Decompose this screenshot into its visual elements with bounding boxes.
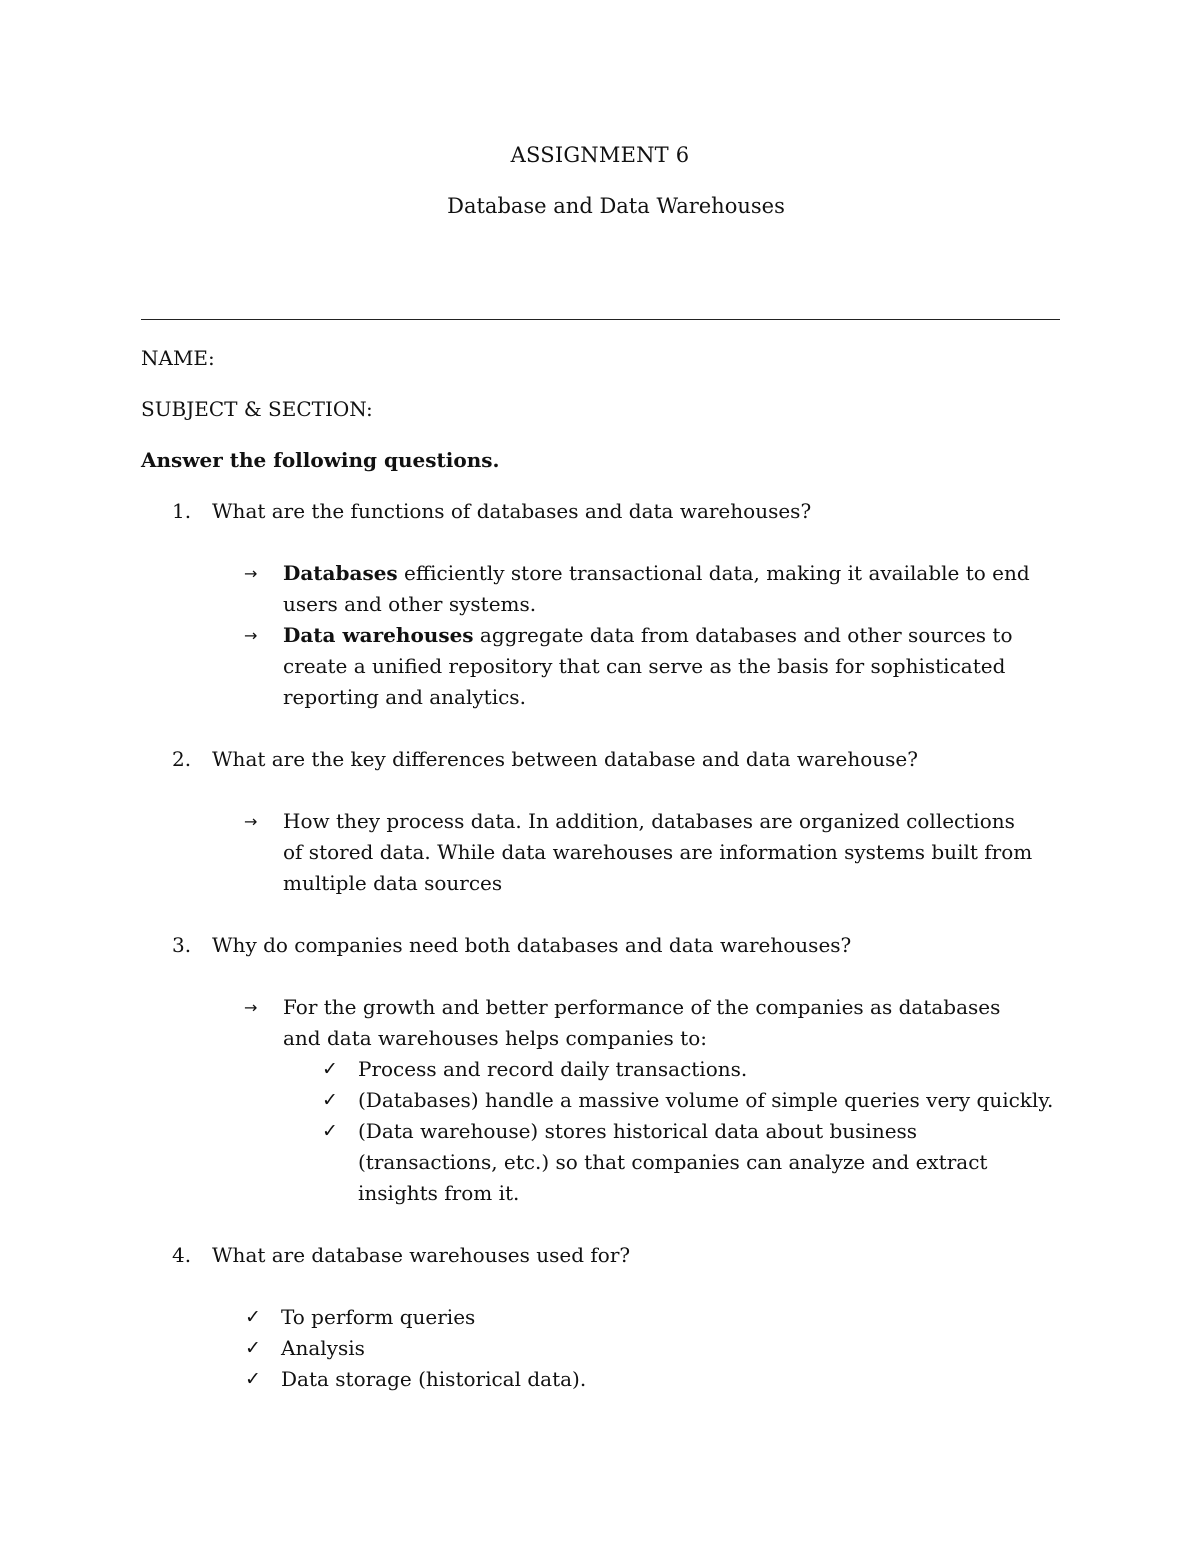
- answer-3-check-2: [322, 1085, 1062, 1116]
- instruction-heading: Answer the following questions.: [141, 448, 500, 472]
- check-text: To perform queries: [281, 1305, 476, 1329]
- answer-4-check-3: [245, 1364, 985, 1395]
- answer-text: aggregate data from databases and other sources to create a unified repository that can serve as the basis for sophisticated reporting and analytics.: [283, 623, 1013, 709]
- question-text: Why do companies need both databases and data warehouses?: [212, 933, 852, 957]
- question-number: 1.: [172, 499, 192, 523]
- checkmark-icon: ✓: [322, 1089, 338, 1111]
- question-text: What are database warehouses used for?: [212, 1243, 631, 1267]
- answer-4-check-1: [245, 1302, 985, 1333]
- checkmark-icon: ✓: [245, 1306, 261, 1328]
- checkmark-icon: ✓: [245, 1368, 261, 1390]
- answer-bold-term: Databases: [283, 561, 398, 585]
- answer-bold-term: Data warehouses: [283, 623, 474, 647]
- answer-text: For the growth and better performance of the companies as databases and data warehouses helps companies to:: [283, 995, 1001, 1050]
- checkmark-icon: ✓: [322, 1120, 338, 1142]
- question-1: [172, 499, 1052, 523]
- question-number: 4.: [172, 1243, 192, 1267]
- arrow-icon: →: [244, 626, 258, 645]
- checkmark-icon: ✓: [245, 1337, 261, 1359]
- check-text: (Databases) handle a massive volume of simple queries very quickly.: [358, 1088, 1054, 1112]
- page-subtitle: Database and Data Warehouses: [447, 194, 785, 218]
- horizontal-rule: [141, 319, 1060, 320]
- subject-section-label: SUBJECT & SECTION:: [141, 397, 373, 421]
- arrow-icon: →: [244, 564, 258, 583]
- name-label: NAME:: [141, 346, 215, 370]
- answer-1-item-2: [244, 620, 1034, 713]
- check-text: Analysis: [281, 1336, 365, 1360]
- arrow-icon: →: [244, 998, 258, 1017]
- checkmark-icon: ✓: [322, 1058, 338, 1080]
- question-text: What are the functions of databases and data warehouses?: [212, 499, 812, 523]
- page-title: ASSIGNMENT 6: [510, 143, 690, 167]
- answer-3-check-3: [322, 1116, 1062, 1209]
- check-text: (Data warehouse) stores historical data about business (transactions, etc.) so that companies can analyze and extract insights from it.: [358, 1119, 988, 1205]
- answer-3-item-1: [244, 992, 1034, 1054]
- answer-1-item-1: [244, 558, 1034, 620]
- question-4: [172, 1243, 1052, 1267]
- answer-text: How they process data. In addition, databases are organized collections of stored data. While data warehouses are information systems built from multiple data sources: [283, 809, 1033, 895]
- question-2: [172, 747, 1052, 771]
- question-number: 3.: [172, 933, 192, 957]
- answer-2-item-1: [244, 806, 1034, 899]
- answer-4-check-2: [245, 1333, 985, 1364]
- question-number: 2.: [172, 747, 192, 771]
- answer-text: efficiently store transactional data, making it available to end users and other systems.: [283, 561, 1030, 616]
- question-text: What are the key differences between database and data warehouse?: [212, 747, 918, 771]
- check-text: Data storage (historical data).: [281, 1367, 587, 1391]
- question-3: [172, 933, 1052, 957]
- check-text: Process and record daily transactions.: [358, 1057, 748, 1081]
- arrow-icon: →: [244, 812, 258, 831]
- answer-3-check-1: [322, 1054, 1062, 1085]
